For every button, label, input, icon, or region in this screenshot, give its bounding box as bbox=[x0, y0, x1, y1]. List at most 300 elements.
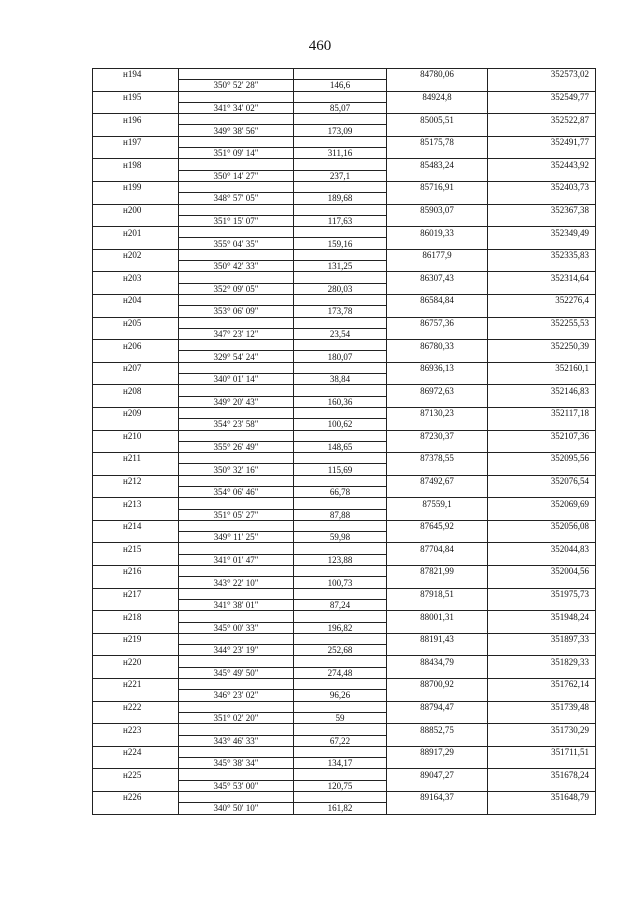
empty-length-cell bbox=[294, 746, 387, 757]
empty-angle-cell bbox=[179, 430, 294, 441]
empty-length-cell bbox=[294, 475, 387, 486]
point-row bbox=[93, 746, 596, 757]
point-y: 352095,56 bbox=[488, 453, 596, 464]
point-x: 86972,63 bbox=[387, 385, 488, 396]
segment-angle: 350° 52' 28" bbox=[179, 80, 294, 91]
segment-row bbox=[93, 509, 596, 520]
empty-length-cell bbox=[294, 679, 387, 690]
segment-row bbox=[93, 374, 596, 385]
segment-angle: 351° 02' 20" bbox=[179, 712, 294, 723]
empty-name-cell bbox=[93, 125, 179, 136]
point-y: 351948,24 bbox=[488, 611, 596, 622]
segment-angle: 341° 34' 02" bbox=[179, 102, 294, 113]
empty-length-cell bbox=[294, 701, 387, 712]
empty-angle-cell bbox=[179, 204, 294, 215]
empty-x-cell bbox=[387, 486, 488, 497]
segment-angle: 348° 57' 05" bbox=[179, 193, 294, 204]
segment-length: 196,82 bbox=[294, 622, 387, 633]
point-name: н198 bbox=[93, 159, 179, 170]
segment-angle: 355° 04' 35" bbox=[179, 238, 294, 249]
point-row bbox=[93, 453, 596, 464]
segment-angle: 345° 38' 34" bbox=[179, 758, 294, 769]
empty-length-cell bbox=[294, 91, 387, 102]
empty-x-cell bbox=[387, 758, 488, 769]
empty-y-cell bbox=[488, 193, 596, 204]
empty-angle-cell bbox=[179, 385, 294, 396]
point-y: 352076,54 bbox=[488, 475, 596, 486]
empty-length-cell bbox=[294, 227, 387, 238]
point-row bbox=[93, 520, 596, 531]
empty-name-cell bbox=[93, 238, 179, 249]
point-x: 87492,67 bbox=[387, 475, 488, 486]
empty-angle-cell bbox=[179, 792, 294, 803]
segment-row bbox=[93, 351, 596, 362]
point-name: н197 bbox=[93, 136, 179, 147]
point-name: н194 bbox=[93, 69, 179, 80]
point-row bbox=[93, 272, 596, 283]
empty-x-cell bbox=[387, 622, 488, 633]
empty-name-cell bbox=[93, 306, 179, 317]
segment-angle: 350° 32' 16" bbox=[179, 464, 294, 475]
point-row bbox=[93, 792, 596, 803]
point-row bbox=[93, 588, 596, 599]
segment-angle: 341° 01' 47" bbox=[179, 554, 294, 565]
empty-x-cell bbox=[387, 351, 488, 362]
page-number: 460 bbox=[308, 38, 332, 54]
empty-x-cell bbox=[387, 238, 488, 249]
segment-length: 96,26 bbox=[294, 690, 387, 701]
empty-name-cell bbox=[93, 328, 179, 339]
empty-name-cell bbox=[93, 577, 179, 588]
segment-length: 123,88 bbox=[294, 554, 387, 565]
empty-y-cell bbox=[488, 306, 596, 317]
segment-length: 131,25 bbox=[294, 261, 387, 272]
empty-length-cell bbox=[294, 294, 387, 305]
segment-row bbox=[93, 328, 596, 339]
empty-name-cell bbox=[93, 554, 179, 565]
point-x: 88852,75 bbox=[387, 724, 488, 735]
empty-length-cell bbox=[294, 498, 387, 509]
segment-length: 117,63 bbox=[294, 215, 387, 226]
empty-length-cell bbox=[294, 611, 387, 622]
empty-angle-cell bbox=[179, 294, 294, 305]
segment-length: 160,36 bbox=[294, 396, 387, 407]
empty-name-cell bbox=[93, 419, 179, 430]
empty-y-cell bbox=[488, 622, 596, 633]
point-x: 84924,8 bbox=[387, 91, 488, 102]
empty-y-cell bbox=[488, 464, 596, 475]
point-name: н218 bbox=[93, 611, 179, 622]
empty-y-cell bbox=[488, 261, 596, 272]
empty-length-cell bbox=[294, 543, 387, 554]
empty-length-cell bbox=[294, 317, 387, 328]
point-name: н200 bbox=[93, 204, 179, 215]
empty-y-cell bbox=[488, 238, 596, 249]
point-y: 352491,77 bbox=[488, 136, 596, 147]
point-x: 86177,9 bbox=[387, 249, 488, 260]
empty-y-cell bbox=[488, 758, 596, 769]
empty-y-cell bbox=[488, 645, 596, 656]
segment-length: 100,62 bbox=[294, 419, 387, 430]
segment-row bbox=[93, 758, 596, 769]
point-name: н207 bbox=[93, 362, 179, 373]
empty-length-cell bbox=[294, 385, 387, 396]
segment-row bbox=[93, 283, 596, 294]
empty-y-cell bbox=[488, 170, 596, 181]
empty-x-cell bbox=[387, 374, 488, 385]
point-x: 86936,13 bbox=[387, 362, 488, 373]
empty-name-cell bbox=[93, 622, 179, 633]
point-y: 351678,24 bbox=[488, 769, 596, 780]
empty-name-cell bbox=[93, 758, 179, 769]
empty-angle-cell bbox=[179, 633, 294, 644]
empty-y-cell bbox=[488, 780, 596, 791]
segment-length: 173,78 bbox=[294, 306, 387, 317]
segment-length: 161,82 bbox=[294, 803, 387, 814]
point-x: 87645,92 bbox=[387, 520, 488, 531]
point-row bbox=[93, 181, 596, 192]
point-row bbox=[93, 227, 596, 238]
empty-name-cell bbox=[93, 148, 179, 159]
point-x: 87230,37 bbox=[387, 430, 488, 441]
empty-x-cell bbox=[387, 193, 488, 204]
segment-length: 120,75 bbox=[294, 780, 387, 791]
empty-name-cell bbox=[93, 780, 179, 791]
empty-angle-cell bbox=[179, 272, 294, 283]
point-row bbox=[93, 498, 596, 509]
point-name: н223 bbox=[93, 724, 179, 735]
segment-row bbox=[93, 215, 596, 226]
empty-x-cell bbox=[387, 396, 488, 407]
segment-length: 67,22 bbox=[294, 735, 387, 746]
point-y: 352573,02 bbox=[488, 69, 596, 80]
point-name: н213 bbox=[93, 498, 179, 509]
empty-length-cell bbox=[294, 181, 387, 192]
segment-angle: 340° 50' 10" bbox=[179, 803, 294, 814]
empty-angle-cell bbox=[179, 340, 294, 351]
empty-x-cell bbox=[387, 170, 488, 181]
point-y: 352367,38 bbox=[488, 204, 596, 215]
point-name: н212 bbox=[93, 475, 179, 486]
point-y: 352146,83 bbox=[488, 385, 596, 396]
point-x: 88917,29 bbox=[387, 746, 488, 757]
empty-name-cell bbox=[93, 803, 179, 814]
empty-x-cell bbox=[387, 215, 488, 226]
point-x: 88001,31 bbox=[387, 611, 488, 622]
point-x: 85005,51 bbox=[387, 114, 488, 125]
empty-angle-cell bbox=[179, 91, 294, 102]
empty-length-cell bbox=[294, 769, 387, 780]
empty-angle-cell bbox=[179, 453, 294, 464]
segment-angle: 351° 15' 07" bbox=[179, 215, 294, 226]
empty-x-cell bbox=[387, 690, 488, 701]
empty-y-cell bbox=[488, 803, 596, 814]
segment-length: 59,98 bbox=[294, 532, 387, 543]
segment-length: 23,54 bbox=[294, 328, 387, 339]
empty-y-cell bbox=[488, 667, 596, 678]
empty-y-cell bbox=[488, 486, 596, 497]
point-name: н208 bbox=[93, 385, 179, 396]
point-y: 352255,53 bbox=[488, 317, 596, 328]
empty-x-cell bbox=[387, 780, 488, 791]
point-y: 351739,48 bbox=[488, 701, 596, 712]
segment-angle: 347° 23' 12" bbox=[179, 328, 294, 339]
segment-row bbox=[93, 148, 596, 159]
empty-name-cell bbox=[93, 193, 179, 204]
empty-x-cell bbox=[387, 283, 488, 294]
point-y: 352056,08 bbox=[488, 520, 596, 531]
empty-length-cell bbox=[294, 656, 387, 667]
point-x: 89047,27 bbox=[387, 769, 488, 780]
segment-angle: 349° 11' 25" bbox=[179, 532, 294, 543]
point-y: 351730,29 bbox=[488, 724, 596, 735]
empty-x-cell bbox=[387, 532, 488, 543]
empty-x-cell bbox=[387, 102, 488, 113]
segment-row bbox=[93, 599, 596, 610]
empty-x-cell bbox=[387, 441, 488, 452]
empty-y-cell bbox=[488, 599, 596, 610]
empty-angle-cell bbox=[179, 588, 294, 599]
point-name: н201 bbox=[93, 227, 179, 238]
segment-row bbox=[93, 645, 596, 656]
empty-angle-cell bbox=[179, 114, 294, 125]
empty-y-cell bbox=[488, 396, 596, 407]
point-y: 352160,1 bbox=[488, 362, 596, 373]
empty-name-cell bbox=[93, 667, 179, 678]
segment-length: 146,6 bbox=[294, 80, 387, 91]
empty-y-cell bbox=[488, 283, 596, 294]
point-row bbox=[93, 249, 596, 260]
point-row bbox=[93, 566, 596, 577]
segment-row bbox=[93, 441, 596, 452]
empty-y-cell bbox=[488, 441, 596, 452]
empty-length-cell bbox=[294, 430, 387, 441]
empty-x-cell bbox=[387, 125, 488, 136]
point-name: н221 bbox=[93, 679, 179, 690]
empty-angle-cell bbox=[179, 543, 294, 554]
empty-x-cell bbox=[387, 599, 488, 610]
point-name: н205 bbox=[93, 317, 179, 328]
empty-x-cell bbox=[387, 419, 488, 430]
point-y: 352069,69 bbox=[488, 498, 596, 509]
point-row bbox=[93, 204, 596, 215]
point-x: 86307,43 bbox=[387, 272, 488, 283]
point-name: н214 bbox=[93, 520, 179, 531]
empty-length-cell bbox=[294, 114, 387, 125]
point-y: 352403,73 bbox=[488, 181, 596, 192]
empty-y-cell bbox=[488, 554, 596, 565]
empty-x-cell bbox=[387, 509, 488, 520]
empty-length-cell bbox=[294, 69, 387, 80]
point-row bbox=[93, 769, 596, 780]
empty-length-cell bbox=[294, 588, 387, 599]
point-name: н215 bbox=[93, 543, 179, 554]
segment-length: 38,84 bbox=[294, 374, 387, 385]
segment-length: 85,07 bbox=[294, 102, 387, 113]
point-name: н226 bbox=[93, 792, 179, 803]
point-row bbox=[93, 136, 596, 147]
empty-x-cell bbox=[387, 328, 488, 339]
point-x: 85175,78 bbox=[387, 136, 488, 147]
empty-name-cell bbox=[93, 509, 179, 520]
point-name: н210 bbox=[93, 430, 179, 441]
empty-x-cell bbox=[387, 261, 488, 272]
empty-length-cell bbox=[294, 566, 387, 577]
segment-row bbox=[93, 125, 596, 136]
point-name: н224 bbox=[93, 746, 179, 757]
empty-name-cell bbox=[93, 80, 179, 91]
empty-length-cell bbox=[294, 407, 387, 418]
point-name: н220 bbox=[93, 656, 179, 667]
point-y: 352314,64 bbox=[488, 272, 596, 283]
point-row bbox=[93, 633, 596, 644]
segment-length: 180,07 bbox=[294, 351, 387, 362]
segment-angle: 351° 05' 27" bbox=[179, 509, 294, 520]
empty-angle-cell bbox=[179, 317, 294, 328]
empty-y-cell bbox=[488, 80, 596, 91]
point-row bbox=[93, 475, 596, 486]
point-name: н209 bbox=[93, 407, 179, 418]
empty-length-cell bbox=[294, 792, 387, 803]
segment-angle: 346° 23' 02" bbox=[179, 690, 294, 701]
segment-row bbox=[93, 396, 596, 407]
empty-angle-cell bbox=[179, 746, 294, 757]
segment-angle: 329° 54' 24" bbox=[179, 351, 294, 362]
coordinates-table bbox=[92, 68, 596, 815]
empty-y-cell bbox=[488, 351, 596, 362]
empty-length-cell bbox=[294, 340, 387, 351]
empty-name-cell bbox=[93, 599, 179, 610]
point-name: н204 bbox=[93, 294, 179, 305]
point-y: 352117,18 bbox=[488, 407, 596, 418]
point-row bbox=[93, 159, 596, 170]
empty-name-cell bbox=[93, 735, 179, 746]
point-y: 351711,51 bbox=[488, 746, 596, 757]
point-x: 85903,07 bbox=[387, 204, 488, 215]
point-name: н195 bbox=[93, 91, 179, 102]
segment-row bbox=[93, 261, 596, 272]
segment-length: 173,09 bbox=[294, 125, 387, 136]
point-x: 88434,79 bbox=[387, 656, 488, 667]
segment-angle: 350° 14' 27" bbox=[179, 170, 294, 181]
segment-length: 237,1 bbox=[294, 170, 387, 181]
empty-x-cell bbox=[387, 712, 488, 723]
point-y: 352349,49 bbox=[488, 227, 596, 238]
point-name: н216 bbox=[93, 566, 179, 577]
empty-y-cell bbox=[488, 215, 596, 226]
segment-length: 274,48 bbox=[294, 667, 387, 678]
empty-name-cell bbox=[93, 396, 179, 407]
empty-angle-cell bbox=[179, 69, 294, 80]
segment-length: 59 bbox=[294, 712, 387, 723]
segment-angle: 354° 23' 58" bbox=[179, 419, 294, 430]
point-y: 351975,73 bbox=[488, 588, 596, 599]
empty-y-cell bbox=[488, 102, 596, 113]
empty-angle-cell bbox=[179, 520, 294, 531]
point-row bbox=[93, 407, 596, 418]
point-y: 351829,33 bbox=[488, 656, 596, 667]
point-name: н211 bbox=[93, 453, 179, 464]
empty-angle-cell bbox=[179, 724, 294, 735]
point-name: н206 bbox=[93, 340, 179, 351]
point-x: 87821,99 bbox=[387, 566, 488, 577]
segment-row bbox=[93, 102, 596, 113]
empty-y-cell bbox=[488, 148, 596, 159]
segment-row bbox=[93, 554, 596, 565]
empty-name-cell bbox=[93, 441, 179, 452]
empty-length-cell bbox=[294, 724, 387, 735]
point-x: 87704,84 bbox=[387, 543, 488, 554]
segment-angle: 349° 38' 56" bbox=[179, 125, 294, 136]
empty-name-cell bbox=[93, 283, 179, 294]
empty-angle-cell bbox=[179, 656, 294, 667]
segment-angle: 349° 20' 43" bbox=[179, 396, 294, 407]
point-y: 351897,33 bbox=[488, 633, 596, 644]
empty-length-cell bbox=[294, 362, 387, 373]
empty-x-cell bbox=[387, 577, 488, 588]
segment-angle: 351° 09' 14" bbox=[179, 148, 294, 159]
empty-y-cell bbox=[488, 419, 596, 430]
segment-angle: 345° 49' 50" bbox=[179, 667, 294, 678]
empty-name-cell bbox=[93, 645, 179, 656]
empty-angle-cell bbox=[179, 136, 294, 147]
empty-name-cell bbox=[93, 532, 179, 543]
empty-y-cell bbox=[488, 735, 596, 746]
empty-length-cell bbox=[294, 204, 387, 215]
empty-angle-cell bbox=[179, 159, 294, 170]
segment-length: 252,68 bbox=[294, 645, 387, 656]
segment-row bbox=[93, 667, 596, 678]
segment-length: 189,68 bbox=[294, 193, 387, 204]
segment-angle: 352° 09' 05" bbox=[179, 283, 294, 294]
point-y: 352250,39 bbox=[488, 340, 596, 351]
segment-angle: 343° 46' 33" bbox=[179, 735, 294, 746]
segment-row bbox=[93, 803, 596, 814]
segment-row bbox=[93, 577, 596, 588]
empty-name-cell bbox=[93, 690, 179, 701]
empty-x-cell bbox=[387, 554, 488, 565]
segment-length: 100,73 bbox=[294, 577, 387, 588]
empty-x-cell bbox=[387, 645, 488, 656]
empty-y-cell bbox=[488, 509, 596, 520]
point-row bbox=[93, 294, 596, 305]
point-x: 86019,33 bbox=[387, 227, 488, 238]
empty-name-cell bbox=[93, 102, 179, 113]
empty-angle-cell bbox=[179, 566, 294, 577]
empty-x-cell bbox=[387, 735, 488, 746]
segment-row bbox=[93, 306, 596, 317]
empty-angle-cell bbox=[179, 701, 294, 712]
point-x: 85716,91 bbox=[387, 181, 488, 192]
point-name: н225 bbox=[93, 769, 179, 780]
point-y: 352335,83 bbox=[488, 249, 596, 260]
empty-y-cell bbox=[488, 328, 596, 339]
segment-length: 87,24 bbox=[294, 599, 387, 610]
point-y: 352276,4 bbox=[488, 294, 596, 305]
empty-x-cell bbox=[387, 148, 488, 159]
empty-length-cell bbox=[294, 136, 387, 147]
point-row bbox=[93, 679, 596, 690]
point-row bbox=[93, 701, 596, 712]
empty-y-cell bbox=[488, 125, 596, 136]
point-row bbox=[93, 385, 596, 396]
point-y: 352107,36 bbox=[488, 430, 596, 441]
segment-row bbox=[93, 532, 596, 543]
segment-row bbox=[93, 712, 596, 723]
point-row bbox=[93, 724, 596, 735]
segment-angle: 340° 01' 14" bbox=[179, 374, 294, 385]
point-row bbox=[93, 430, 596, 441]
